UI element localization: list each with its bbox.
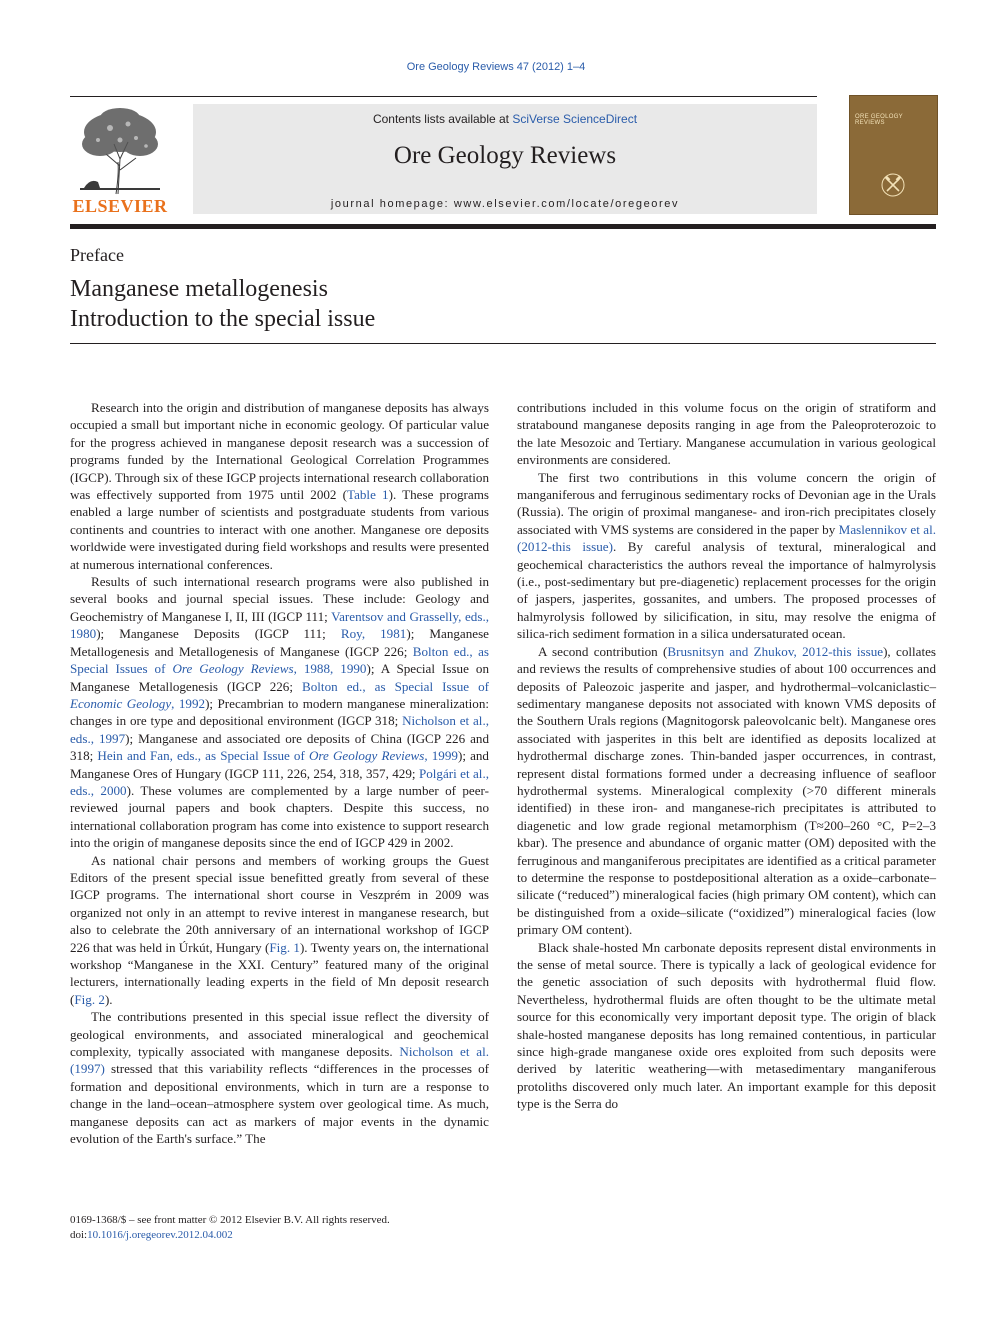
paragraph-text: ); Manganese Deposits (IGCP 111;: [96, 626, 341, 642]
paragraph-text: Results of such international research programs were also published in several books and journal special issues. These include: Geology and Geochemistry of Manganese I, II, III (IGCP 111;: [70, 574, 489, 624]
reference-link[interactable]: Economic Geology: [70, 695, 172, 711]
paragraph-text: stressed that this variability reflects “differences in the processes of formation and depositional environments, which in turn are a response to change in the land–ocean–atmosphere system over geological time. As much, manganese deposits can act as markers of major events in the dynamic evolution of the Earth's surface.” The: [70, 1061, 489, 1147]
reference-link[interactable]: Maslennikov et al. (2012-this issue): [517, 521, 936, 555]
journal-cover-thumbnail[interactable]: [849, 95, 938, 215]
paragraph-text: Black shale-hosted Mn carbonate deposits represent distal environments in the sense of metal source. There is typically a lack of geological evidence for the genetic association of such deposits with hydrothermal fluid flow. Nevertheless, hydrothermal fluids are often thought to be the ultimate metal source for this economically very important deposit type. The origin of black shale-hosted manganese deposits has long remained contentious, in particular since high-grade manganese oxide ores exploited from such deposits were derived by lateritic weathering—with metasedimentary manganiferous protoliths discovered only much later. An important example for this deposit type is the Serra do: [517, 939, 936, 1112]
reference-link[interactable]: Ore Geology Reviews: [308, 748, 425, 764]
reference-link[interactable]: Bolton ed., as Special Issues of: [70, 643, 489, 677]
paragraph-text: . By careful analysis of textural, mineralogical and geochemical characteristics the authors reveal the importance of halmyrolysis (i.e., post-sedimentary but pre-diagenetic) replacement processes for the origin of jaspers, jasperites, gossanites, and umbers. The proposed processes of halmyrolysis followed by silicification, in situ, may resolve the enigma of silica-rich sediment formation in a silica undersaturated ocean.: [517, 539, 936, 642]
reference-link[interactable]: Roy, 1981: [340, 626, 407, 642]
paragraph-text: ); Precambrian to modern manganese mineralization: changes in ore type and depositional environment (IGCP 318;: [70, 695, 490, 729]
reference-link[interactable]: Varentsov and Grasselly, eds., 1980: [70, 608, 489, 642]
paragraph-text: The contributions presented in this special issue reflect the diversity of geological environments, and associated mineralogical and geochemical complexity, typically associated with manganese deposits.: [70, 1009, 489, 1060]
article-footer: [70, 1213, 390, 1243]
left-paragraph: [70, 573, 489, 852]
journal-homepage[interactable]: journal homepage: www.elsevier.com/locate/oregeorev: [330, 198, 680, 210]
paragraph-text: Research into the origin and distribution of manganese deposits has always occupied a small but important niche in economic geology. Of particular value for the progress achieved in manganese deposit research was a succession of programs funded by the International Geological Correlation Programmes (IGCP). Through six of these IGCP projects international research collaboration was effectively supported from 1975 until 2002 (: [70, 400, 489, 503]
reference-link[interactable]: Polgári et al., eds., 2000: [70, 765, 489, 798]
reference-link[interactable]: , 1992: [171, 695, 206, 711]
elsevier-wordmark[interactable]: ELSEVIER: [72, 196, 168, 216]
journal-title: Ore Geology Reviews: [393, 142, 617, 169]
header-bottom-rule: [70, 224, 936, 229]
reference-link[interactable]: Hein and Fan, eds., as Special Issue of: [97, 748, 309, 764]
reference-link[interactable]: , 1999: [424, 748, 458, 764]
tree-icon: [70, 104, 170, 196]
article-type: Preface: [70, 245, 124, 265]
paragraph-text: ); Manganese Metallogenesis and Metallogenesis of Manganese (IGCP 226;: [70, 626, 489, 659]
paragraph-text: ). Twenty years on, the international workshop “Manganese in the XXI. Century” featured many of the original lecturers, internationally leading experts in the field of Mn deposit research (: [70, 939, 490, 1007]
paragraph-text: ); A Special Issue on Manganese Metallogenesis (IGCP 226;: [70, 661, 489, 694]
body-column-right: [517, 399, 936, 1113]
paragraph-text: ); Manganese and associated ore deposits of China (IGCP 226 and 318;: [70, 730, 489, 764]
header-top-rule: [70, 96, 817, 97]
reference-link[interactable]: Brusnitsyn and Zhukov, 2012-this issue: [667, 643, 884, 659]
reference-link[interactable]: , 1988, 1990: [293, 661, 367, 677]
article-title: [70, 274, 375, 334]
right-paragraph: [517, 399, 936, 469]
paragraph-text: ). These programs enabled a large number of scientists and postgraduate students from various continents and countries to interact with one another. Manganese ore deposits worldwide were investigated during field workshops and results were presented at numerous international conferences.: [70, 487, 489, 572]
reference-link[interactable]: Nicholson et al., eds., 1997: [70, 713, 489, 746]
cover-title: ORE GEOLOGY REVIEWS: [855, 114, 903, 126]
contents-availability: [193, 112, 817, 126]
paragraph-text: ).: [104, 991, 113, 1007]
paragraph-text: As national chair persons and members of working groups the Guest Editors of the present special issue benefitted greatly from several of these IGCP programs. The international short course in Veszprém in 2009 was organized not only in an attempt to revive interest in manganese research, but also to celebrate the 20th anniversary of an international workshop of IGCP 226 that was held in Úrkút, Hungary (: [70, 852, 489, 955]
reference-link[interactable]: Nicholson et al. (1997): [70, 1044, 490, 1077]
paragraph-text: ). These volumes are complemented by a large number of peer-reviewed journal papers and book chapters. Despite this success, no international collaboration program has come into existence to support research into the origin of manganese deposits since the end of IGCP 429 in 2002.: [70, 782, 489, 851]
article-title-line-1: Manganese metallogenesis: [70, 276, 328, 302]
title-divider: [70, 343, 936, 344]
reference-link[interactable]: Table 1: [346, 487, 389, 503]
doi-link[interactable]: 10.1016/j.oregeorev.2012.04.002: [87, 1229, 233, 1241]
left-paragraph: [70, 1008, 489, 1147]
left-paragraph: [70, 852, 489, 1009]
body-column-left: [70, 399, 489, 1147]
right-paragraph: [517, 643, 936, 939]
reference-link[interactable]: Fig. 1: [269, 939, 300, 955]
article-title-line-2: Introduction to the special issue: [70, 306, 376, 332]
reference-link[interactable]: Fig. 2: [74, 991, 105, 1007]
paragraph-text: ), collates and reviews the results of comprehensive studies of about 100 occurrences and deposits of Paleozoic jasperite and jasper, and hydrothermal–volcaniclastic–sedimentary manganese deposits not associated with known VMS deposits of the Southern Urals regions (Magnitogorsk paleovolcanic belt). Manganese ores associated with jasperites in this belt are identified as deposits localized at hydrothermal discharge zones. Thin-banded jasper occurrences, in contrast, represent distal formations formed under a decreasing influence of seafloor hydrothermal systems. Mineralogical complexity (>70 different minerals identified) in these iron- and manganese-rich precipitates is attributed to diagenetic and low grade regional metamorphism (T≈200–260 °C, P=2–3 kbar). The presence and abundance of organic matter (OM) deposited with the ferruginous and manganiferous precipitates are identified as a critical parameter to determine the response to postdepositional alteration as a oxide–carbonate–silicate (“reduced”) mineralogical facies (high primary OM content), which can be distinguished from a oxide–silicate (“oxidized”) mineralogical facies (low primary OM content).: [517, 643, 936, 938]
left-paragraph: [70, 399, 489, 573]
doi-prefix: doi:: [70, 1229, 88, 1241]
sciencedirect-link[interactable]: SciVerse ScienceDirect: [512, 112, 638, 126]
journal-citation[interactable]: Ore Geology Reviews 47 (2012) 1–4: [406, 61, 586, 73]
right-paragraph: [517, 939, 936, 1113]
copyright-line: 0169-1368/$ – see front matter © 2012 Elsevier B.V. All rights reserved.: [70, 1214, 390, 1226]
paragraph-text: The first two contributions in this volume concern the origin of manganiferous and ferruginous sedimentary rocks of Devonian age in the Urals (Russia). The origin of proximal manganese- and iron-rich precipitates closely associated with VMS systems are considered in the paper by: [517, 469, 936, 537]
paragraph-text: A second contribution (: [538, 643, 668, 659]
journal-banner: [193, 104, 817, 214]
doi-line: [70, 1228, 390, 1243]
reference-link[interactable]: Ore Geology Reviews: [172, 661, 294, 677]
right-paragraph: [517, 469, 936, 643]
crossed-hammers-icon: [880, 172, 906, 198]
paragraph-text: contributions included in this volume focus on the origin of stratiform and stratabound manganese deposits ranging in age from the Paleoproterozoic to the late Mesozoic and Tertiary. Manganese accumulation in various geological environments are considered.: [517, 400, 936, 468]
contents-prefix: Contents lists available at: [372, 112, 513, 126]
reference-link[interactable]: Bolton ed., as Special Issue of: [302, 678, 489, 694]
paragraph-text: ); and Manganese Ores of Hungary (IGCP 111, 226, 254, 318, 357, 429;: [70, 748, 489, 781]
